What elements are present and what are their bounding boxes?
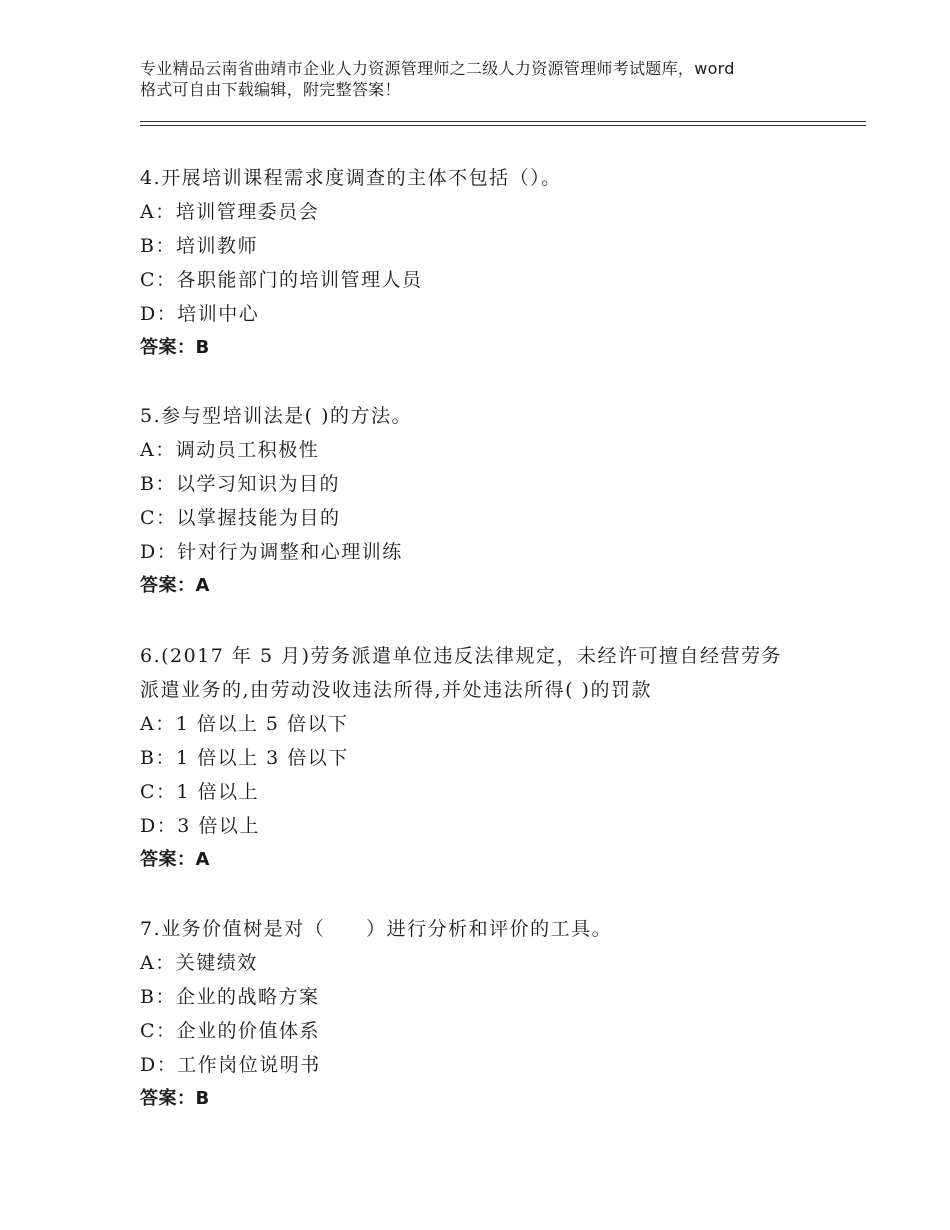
answer: 答案：B bbox=[140, 1088, 210, 1109]
option-d: D：针对行为调整和心理训练 bbox=[140, 541, 403, 563]
question-7 bbox=[140, 912, 840, 1116]
option-b: B：1 倍以上 3 倍以下 bbox=[140, 747, 349, 769]
option-c: C：企业的价值体系 bbox=[140, 1020, 321, 1042]
option-a: A：关键绩效 bbox=[140, 952, 258, 974]
question-stem: 5.参与型培训法是( )的方法。 bbox=[140, 405, 412, 427]
option-d: D：3 倍以上 bbox=[140, 815, 260, 837]
option-d: D：培训中心 bbox=[140, 303, 260, 325]
header-divider-top bbox=[140, 121, 866, 122]
option-d: D：工作岗位说明书 bbox=[140, 1054, 321, 1076]
answer: 答案：B bbox=[140, 337, 210, 358]
answer: 答案：A bbox=[140, 575, 210, 596]
header-divider-bottom bbox=[140, 125, 866, 126]
option-a: A：1 倍以上 5 倍以下 bbox=[140, 713, 349, 735]
option-c: C：各职能部门的培训管理人员 bbox=[140, 269, 423, 291]
option-b: B：以学习知识为目的 bbox=[140, 473, 340, 495]
question-4 bbox=[140, 161, 840, 365]
question-stem-line-1: 6.(2017 年 5 月)劳务派遣单位违反法律规定，未经许可擅自经营劳务 bbox=[140, 645, 783, 667]
option-c: C：以掌握技能为目的 bbox=[140, 507, 341, 529]
question-stem: 4.开展培训课程需求度调查的主体不包括（）。 bbox=[140, 167, 562, 189]
question-stem: 7.业务价值树是对（ ）进行分析和评价的工具。 bbox=[140, 918, 613, 940]
question-5 bbox=[140, 399, 840, 603]
answer: 答案：A bbox=[140, 849, 210, 870]
header-line-2: 格式可自由下载编辑，附完整答案！ bbox=[140, 80, 401, 99]
question-6 bbox=[140, 639, 840, 877]
question-stem-line-2: 派遣业务的,由劳动没收违法所得,并处违法所得( )的罚款 bbox=[140, 679, 652, 701]
option-a: A：调动员工积极性 bbox=[140, 439, 320, 461]
document-header bbox=[140, 58, 840, 100]
option-c: C：1 倍以上 bbox=[140, 781, 260, 803]
option-b: B：培训教师 bbox=[140, 235, 258, 257]
option-a: A：培训管理委员会 bbox=[140, 201, 320, 223]
option-b: B：企业的战略方案 bbox=[140, 986, 320, 1008]
header-line-1: 专业精品云南省曲靖市企业人力资源管理师之二级人力资源管理师考试题库，word bbox=[140, 59, 735, 78]
